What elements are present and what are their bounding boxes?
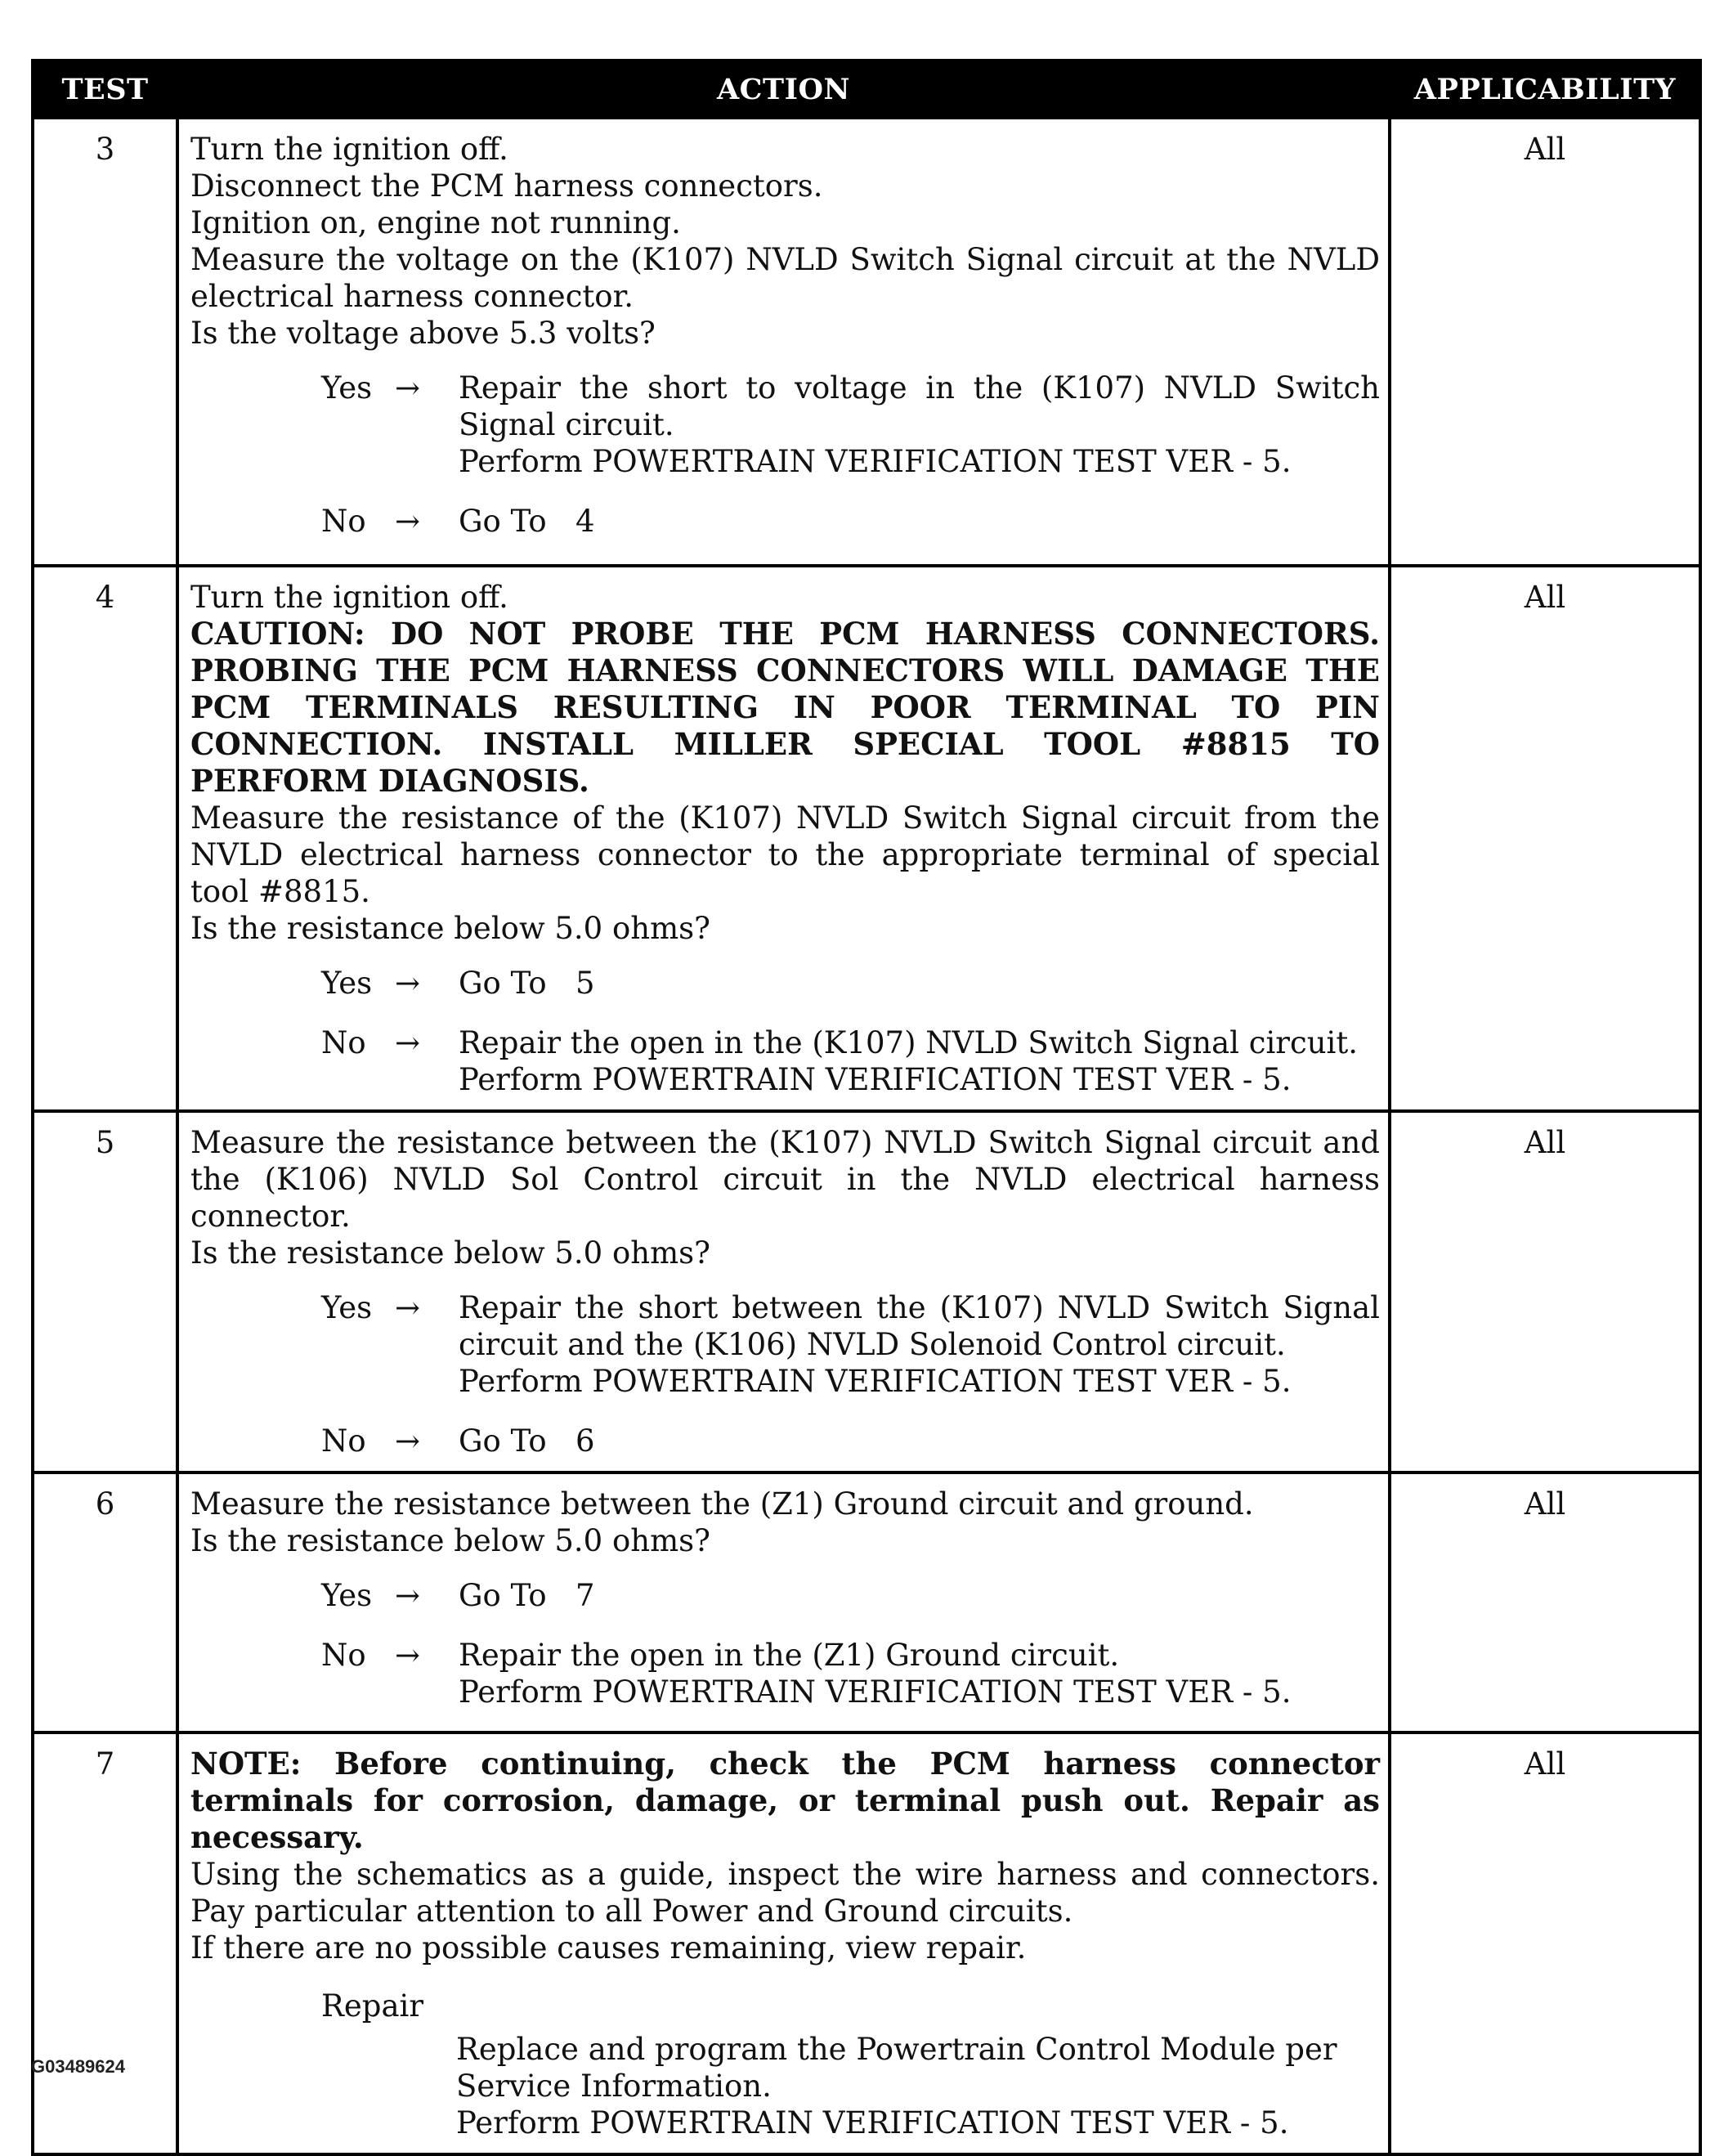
applicability-cell: All — [1390, 1111, 1700, 1472]
test-number: 3 — [33, 118, 177, 566]
diagnostic-table — [31, 59, 1702, 2156]
header-applicability: APPLICABILITY — [1390, 61, 1700, 118]
action-line: Measure the resistance between the (Z1) Ground circuit and ground. — [190, 1486, 1254, 1522]
action-cell — [177, 1472, 1390, 1732]
arrow-icon: → — [395, 1423, 421, 1459]
header-row — [33, 61, 1700, 118]
responses — [321, 965, 1380, 1098]
action-cell — [177, 1111, 1390, 1472]
arrow-icon: → — [395, 504, 421, 539]
diagnostic-table-container — [31, 59, 1699, 2156]
applicability-cell: All — [1390, 566, 1700, 1111]
action-cell — [177, 1732, 1390, 2154]
no-text — [459, 1024, 1380, 1098]
applicability-cell: All — [1390, 1472, 1700, 1732]
action-cell — [177, 118, 1390, 566]
action-line: Measure the resistance between the (K107) NVLD Switch Signal circuit and the (K106) NVLD Sol Control circuit in the NVLD electrical harness connector. — [190, 1125, 1380, 1234]
yes-text: Go To 7 — [459, 1578, 595, 1613]
responses — [321, 1289, 1380, 1459]
no-text — [459, 1637, 1380, 1710]
arrow-icon: → — [395, 966, 421, 1001]
no-text: Go To 4 — [459, 504, 595, 539]
action-line: If there are no possible causes remaining, view repair. — [190, 1930, 1027, 1966]
action-line: Disconnect the PCM harness connectors. — [190, 168, 823, 204]
yes-response — [321, 965, 1380, 1002]
action-cell — [177, 566, 1390, 1111]
response-line: Repair the short between the (K107) NVLD Switch Signal circuit and the (K106) NVLD Solenoid Control circuit. — [459, 1290, 1380, 1362]
test-number: 4 — [33, 566, 177, 1111]
table-row — [33, 1111, 1700, 1472]
response-line: Perform POWERTRAIN VERIFICATION TEST VER - 5. — [459, 1062, 1292, 1097]
no-label: No — [321, 1423, 366, 1459]
response-line: Perform POWERTRAIN VERIFICATION TEST VER - 5. — [459, 444, 1292, 479]
repair-line: Replace and program the Powertrain Control Module per Service Information. — [456, 2032, 1337, 2104]
test-number: 5 — [33, 1111, 177, 1472]
yes-label: Yes — [321, 370, 373, 406]
action-line: Measure the resistance of the (K107) NVLD Switch Signal circuit from the NVLD electrical harness connector to the appropriate terminal of special tool #8815. — [190, 800, 1380, 909]
repair-text — [456, 2031, 1380, 2141]
yes-text: Go To 5 — [459, 966, 595, 1001]
arrow-icon: → — [395, 1638, 421, 1673]
no-label: No — [321, 504, 366, 539]
responses — [321, 1577, 1380, 1710]
action-line: Turn the ignition off. — [190, 580, 508, 615]
yes-response — [321, 370, 1380, 480]
yes-response — [321, 1289, 1380, 1400]
arrow-icon: → — [395, 370, 421, 406]
arrow-icon: → — [395, 1025, 421, 1060]
yes-label: Yes — [321, 1290, 373, 1325]
yes-label: Yes — [321, 1578, 373, 1613]
response-line: Repair the short to voltage in the (K107) NVLD Switch Signal circuit. — [459, 370, 1380, 442]
repair-label: Repair — [321, 1988, 424, 2024]
applicability-cell: All — [1390, 118, 1700, 566]
yes-text — [459, 370, 1380, 480]
action-line: Measure the voltage on the (K107) NVLD Switch Signal circuit at the NVLD electrical harness connector. — [190, 242, 1380, 314]
table-row — [33, 1472, 1700, 1732]
response-line: Perform POWERTRAIN VERIFICATION TEST VER - 5. — [459, 1364, 1292, 1399]
action-line: Is the resistance below 5.0 ohms? — [190, 1523, 710, 1558]
response-line: Repair the open in the (Z1) Ground circuit. — [459, 1638, 1120, 1673]
caution-text: CAUTION: DO NOT PROBE THE PCM HARNESS CONNECTORS. PROBING THE PCM HARNESS CONNECTORS WILL DAMAGE THE PCM TERMINALS RESULTING IN POOR TERMINAL TO PIN CONNECTION. INSTALL MILLER SPECIAL TOOL #8815 TO PERFORM DIAGNOSIS. — [190, 616, 1380, 799]
action-line: Using the schematics as a guide, inspect the wire harness and connectors. Pay particular attention to all Power and Ground circuits. — [190, 1857, 1380, 1929]
header-test: TEST — [33, 61, 177, 118]
response-line: Perform POWERTRAIN VERIFICATION TEST VER - 5. — [459, 1674, 1292, 1710]
repair-line: Perform POWERTRAIN VERIFICATION TEST VER - 5. — [456, 2105, 1289, 2140]
response-line: Repair the open in the (K107) NVLD Switch Signal circuit. — [459, 1025, 1358, 1060]
yes-response — [321, 1577, 1380, 1614]
action-line: Is the resistance below 5.0 ohms? — [190, 911, 710, 946]
no-label: No — [321, 1025, 366, 1060]
no-response — [321, 1423, 1380, 1459]
table-row — [33, 1732, 1700, 2154]
applicability-cell: All — [1390, 1732, 1700, 2154]
no-response — [321, 503, 1380, 540]
action-line: Ignition on, engine not running. — [190, 205, 681, 240]
table-row — [33, 566, 1700, 1111]
arrow-icon: → — [395, 1290, 421, 1325]
responses — [321, 370, 1380, 540]
figure-id: G03489624 — [31, 2056, 125, 2077]
no-response — [321, 1024, 1380, 1098]
no-response — [321, 1637, 1380, 1710]
action-line: Is the voltage above 5.3 volts? — [190, 316, 656, 351]
no-text: Go To 6 — [459, 1423, 595, 1459]
arrow-icon: → — [395, 1578, 421, 1613]
yes-text — [459, 1289, 1380, 1400]
yes-label: Yes — [321, 966, 373, 1001]
note-text: NOTE: Before continuing, check the PCM harness connector terminals for corrosion, damage, or terminal push out. Repair as necessary. — [190, 1746, 1380, 1855]
action-line: Is the resistance below 5.0 ohms? — [190, 1235, 710, 1271]
table-row — [33, 118, 1700, 566]
test-number: 6 — [33, 1472, 177, 1732]
header-action: ACTION — [177, 61, 1390, 118]
test-number: 7 — [33, 1732, 177, 2154]
no-label: No — [321, 1638, 366, 1673]
action-line: Turn the ignition off. — [190, 132, 508, 167]
